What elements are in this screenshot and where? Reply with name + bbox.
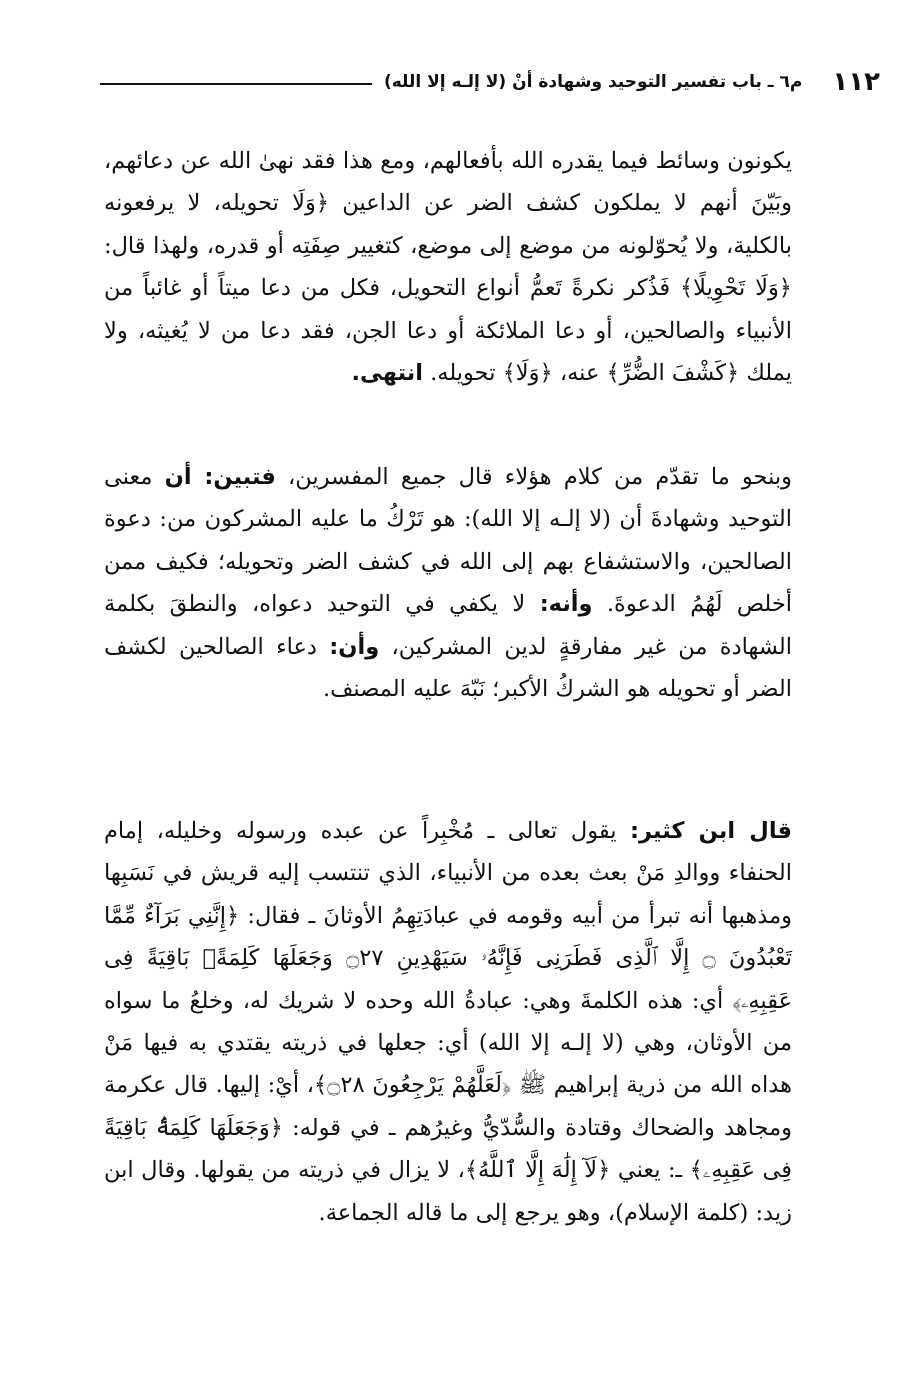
keyword-wa-annahu: وأنه: xyxy=(539,591,593,618)
paragraph-commentary xyxy=(104,140,792,394)
paragraph-ibn-kathir xyxy=(104,810,792,1234)
page-header xyxy=(100,62,880,102)
text-line: كتغيير صِفَتِه أو قدره، ولهذا قال: ﴿وَلَا تَحْوِيلًا﴾ فَذُكر نكرةً تَعمُّ أنواع xyxy=(104,232,792,302)
text-line: التحويل، فكل من دعا ميتاً أو غائباً من الأنبياء والصالحين، أو دعا xyxy=(104,275,792,344)
text-line: بَاقِيَةً فِى عَقِبِهِۦ﴾ أي: هذه الكلمةَ وهي: عبادةُ الله وحده لا شريك له، xyxy=(104,945,792,1014)
text-line: معنى التوحيد وشهادةَ أن (لا إلـه إلا الله): هو تَرْكُ ما عليه المشركون xyxy=(104,464,792,533)
text-line: ﴿لَآ إِلَٰهَ إِلَّا ٱللَّهُ﴾، لا يزال في ذريته من يقولها. وقال ابن زيد: xyxy=(104,1157,792,1226)
text-line: وبنحو ما تقدّم من كلام هؤلاء قال جميع المفسرين، xyxy=(288,464,792,490)
text-line: والسُّدّيُّ وغيرُهم ـ في قوله: ﴿وَجَعَلَهَا كَلِمَةًۢ بَاقِيَةً فِى عَقِبِهِۦ﴾ ـ: يعني xyxy=(104,1114,792,1184)
keyword-wa-anna: وأن: xyxy=(329,633,380,660)
text-line: يكونون وسائط فيما يقدره الله بأفعالهم، ومع هذا فقد نهىٰ الله عن xyxy=(180,148,792,174)
quran-verse: ﴿إِنَّنِي بَرَآءٌ مِّمَّا تَعْبُدُونَ ۝ إِلَّا ٱلَّذِى فَطَرَنِى فَإِنَّهُۥ سَيَهْدِينِ ۝٢٧ وَجَعَلَهَا كَلِمَةًۢ xyxy=(104,902,793,972)
text-line: لا يكفي في التوحيد دعواه، xyxy=(252,591,526,618)
end-marker: انتهى. xyxy=(351,360,423,387)
paragraph-conclusion xyxy=(104,456,792,710)
text-line: وخلعُ ما سواه من الأوثان، وهي (لا إلـه إلا الله) أي: جعلها في xyxy=(104,987,792,1057)
text-line: والنطقَ بكلمة الشهادة من غير مفارقةٍ لدين المشركين، xyxy=(104,591,792,660)
author-label: قال ابن كثير: xyxy=(630,818,793,844)
text-line: من: دعوة الصالحين، والاستشفاع بهم إلى الله في كشف الضر وتحويله؛ xyxy=(104,506,793,575)
text-line: فكيف ممن أخلص لَهُمُ الدعوةَ. xyxy=(104,548,793,618)
running-title: م٦ ـ باب تفسير التوحيد وشهادة أنْ (لا إلـه إلا الله) xyxy=(383,72,803,92)
text-line: تحويله، لا يرفعونه بالكلية، ولا يُحوّلونه من موضع إلى موضع، xyxy=(104,190,792,259)
text-line: (كلمة الإسلام)، وهو يرجع إلى ما قاله الجماعة. xyxy=(318,1199,749,1226)
text-line: يقول تعالى ـ مُخْبِراً عن عبده ورسوله وخليله، xyxy=(156,818,617,844)
text-line: الضُّرِّ﴾ عنه، ﴿وَلَا﴾ تحويله. xyxy=(430,360,665,387)
text-line: يَرْجِعُونَ ۝٢٨﴾، أيْ: إليها. قال عكرمة ومجاهد والضحاك وقتادة xyxy=(104,1072,792,1141)
text-line: الملائكة أو دعا الجن، فقد دعا من لا يُغيثه، ولا يملك ﴿كَشْفَ xyxy=(104,317,792,387)
text-line: الصالحين لكشف الضر أو تحويله هو الشركُ الأكبر؛ نَبّهَ عليه المصنف. xyxy=(104,633,792,703)
text-line: دعائهم، وبَيّنَ أنهم لا يملكون كشف الضر عن الداعين ﴿وَلَا xyxy=(104,148,792,217)
text-line: في نَسَبِها ومذهبها أنه تبرأ من أبيه وقومه في عبادَتِهِمُ الأوثانَ ـ فقال: xyxy=(104,860,793,929)
keyword-fatabayyan: فتبين: أن xyxy=(164,464,276,490)
header-rule xyxy=(100,83,372,85)
text-line: دعاء xyxy=(276,633,317,660)
text-line: إمام الحنفاء ووالدِ مَنْ بعث بعده من الأنبياء، الذي تنتسب إليه قريش xyxy=(104,818,792,887)
page-number: ١١٢ xyxy=(832,67,880,97)
text-line: ذريته يقتدي به فيها مَنْ هداه الله من ذرية إبراهيم ﷺ ﴿لَعَلَّهُمْ xyxy=(104,1030,792,1099)
